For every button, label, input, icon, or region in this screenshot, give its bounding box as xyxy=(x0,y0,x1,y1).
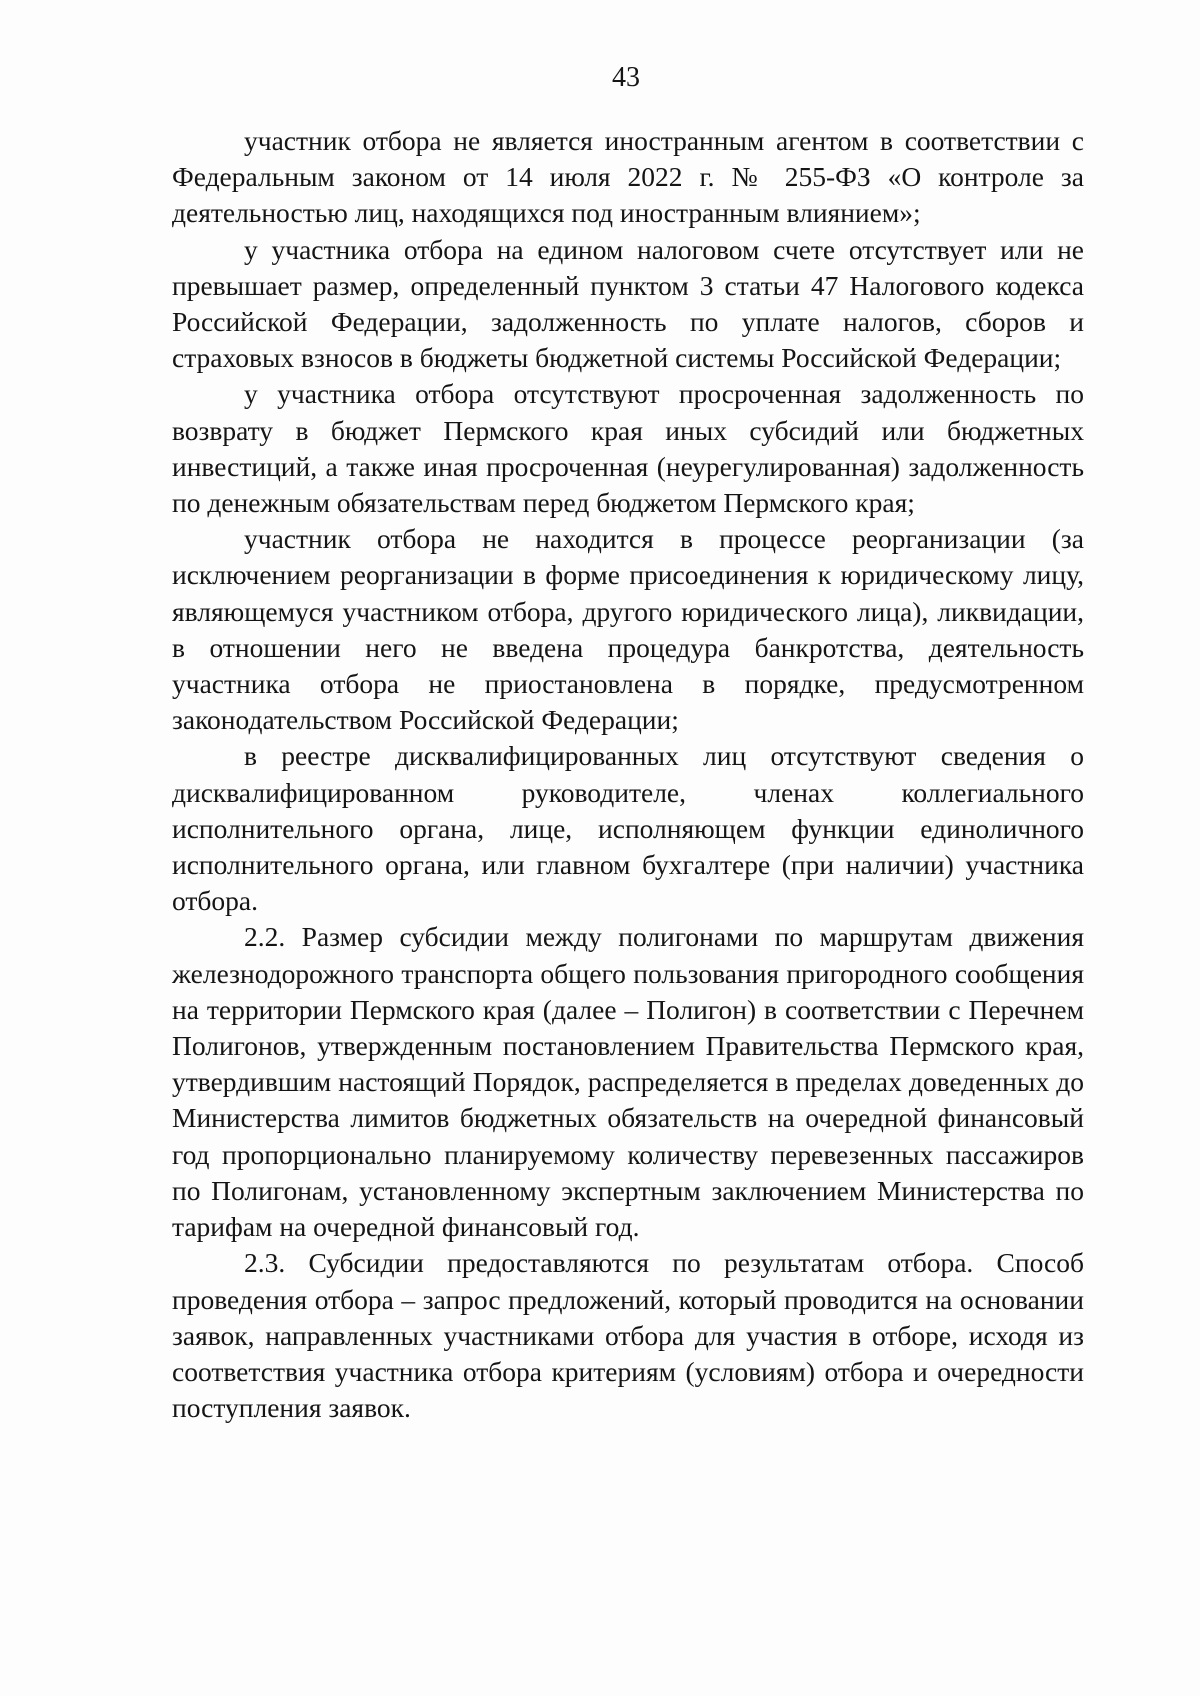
paragraph-tax-debt: у участника отбора на едином налоговом счете отсутствует или не превышает размер, определенный пунктом 3 статьи 47 Налогового кодекса Российской Федерации, задолженность по уплате налогов, сборов и страховых взносов в бюджеты бюджетной системы Российской Федерации; xyxy=(172,233,1084,374)
paragraph-disqualified-persons: в реестре дисквалифицированных лиц отсутствуют сведения о дисквалифицированном руководителе, членах коллегиального исполнительного органа, лице, исполняющем функции единоличного исполнительного органа, или главном бухгалтере (при наличии) участника отбора. xyxy=(172,740,1084,917)
page-number: 43 xyxy=(612,62,640,93)
paragraph-overdue-debt: у участника отбора отсутствуют просроченная задолженность по возврату в бюджет Пермского края иных субсидий или бюджетных инвестиций, а также иная просроченная (неурегулированная) задолженность по денежным обязательствам перед бюджетом Пермского края; xyxy=(172,378,1084,519)
paragraph-2-2-subsidy-size: 2.2. Размер субсидии между полигонами по маршрутам движения железнодорожного транспорта общего пользования пригородного сообщения на территории Пермского края (далее – Полигон) в соответствии с Перечнем Полигонов, утвержденным постановлением Правительства Пермского края, утвердившим настоящий Порядок, распределяется в пределах доведенных до Министерства лимитов бюджетных обязательств на очередной финансовый год пропорционально планируемому количеству перевезенных пассажиров по Полигонам, установленному экспертным заключением Министерства по тарифам на очередной финансовый год. xyxy=(172,921,1084,1243)
paragraph-foreign-agent: участник отбора не является иностранным агентом в соответствии с Федеральным законом от 14 июля 2022 г. № 255-ФЗ «О контроле за деятельностью лиц, находящихся под иностранным влиянием»; xyxy=(172,125,1084,229)
paragraph-reorganization: участник отбора не находится в процессе реорганизации (за исключением реорганизации в форме присоединения к юридическому лицу, являющемуся участником отбора, другого юридического лица), ликвидации, в отношении него не введена процедура банкротства, деятельность участника отбора не приостановлена в порядке, предусмотренном законодательством Российской Федерации; xyxy=(172,523,1084,736)
document-body xyxy=(172,123,1084,1426)
paragraph-2-3-selection-method: 2.3. Субсидии предоставляются по результатам отбора. Способ проведения отбора – запрос предложений, который проводится на основании заявок, направленных участниками отбора для участия в отборе, исходя из соответствия участника отбора критериям (условиям) отбора и очередности поступления заявок. xyxy=(172,1247,1084,1424)
